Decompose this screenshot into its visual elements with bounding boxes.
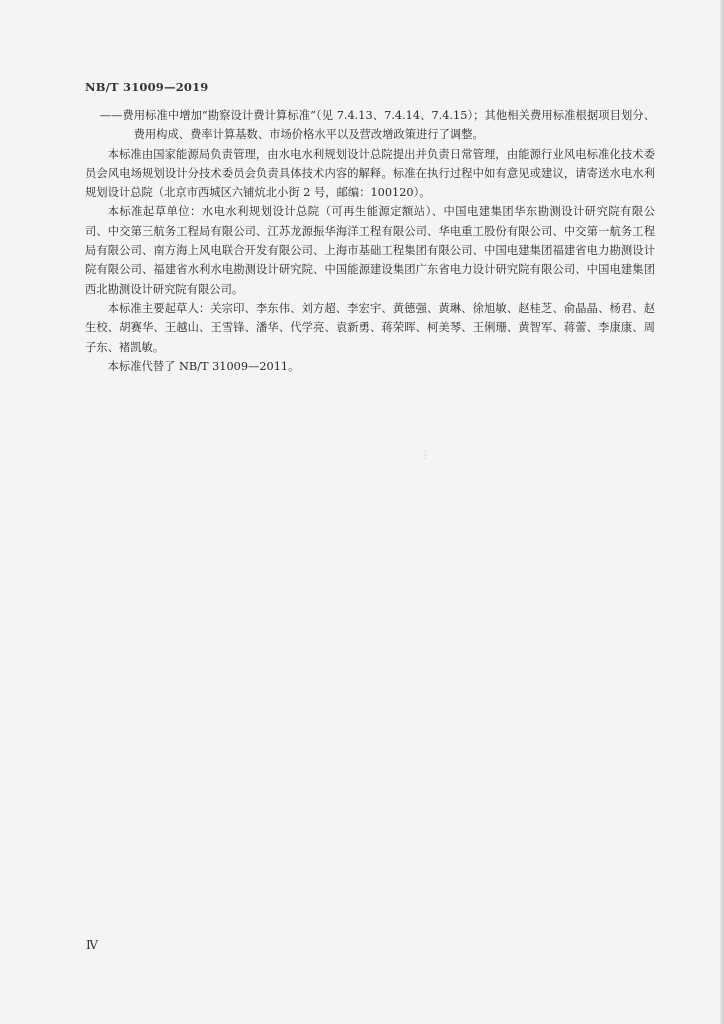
paragraph-drafting-units: 本标准起草单位：水电水利规划设计总院（可再生能源定额站）、中国电建集团华东勘测设计研究院有限公司、中交第三航务工程局有限公司、江苏龙源振华海洋工程有限公司、华电重工股份有限公司、中交第一航务工程局有限公司、南方海上风电联合开发有限公司、上海市基础工程集团有限公司、中国电建集团福建省电力勘测设计院有限公司、福建省水利水电勘测设计研究院、中国能源建设集团广东省电力设计研究院有限公司、中国电建集团西北勘测设计研究院有限公司。: [85, 205, 655, 296]
document-code: NB/T 31009—2019: [85, 80, 209, 94]
paragraph-drafters: 本标准主要起草人：关宗印、李东伟、刘方超、李宏宇、黄德强、黄琳、徐旭敏、赵桂芝、俞晶晶、杨君、赵生校、胡赛华、王越山、王雪锋、潘华、代学亮、袁新勇、蒋荣晖、柯美琴、王俐珊、黄智军、蒋蕾、李康康、周子东、褚凯敏。: [85, 301, 655, 354]
paragraph-replacement: 本标准代替了 NB/T 31009—2011。: [107, 359, 300, 373]
page-edge-shadow: [720, 0, 724, 1024]
dash-list-item: ——费用标准中增加“勘察设计费计算标准”（见 7.4.13、7.4.14、7.4.15）；其他相关费用标准根据项目划分、费用构成、费率计算基数、市场价格水平以及营改增政策进行了调整。: [99, 109, 655, 142]
scan-mark: ⋮: [420, 450, 430, 461]
page-number: Ⅳ: [86, 938, 98, 952]
document-body: [85, 106, 655, 376]
paragraph-management: 本标准由国家能源局负责管理，由水电水利规划设计总院提出并负责日常管理，由能源行业风电标准化技术委员会风电场规划设计分技术委员会负责具体技术内容的解释。标准在执行过程中如有意见或建议，请寄送水电水利规划设计总院（北京市西城区六铺炕北小街 2 号，邮编：100120）。: [85, 147, 655, 200]
